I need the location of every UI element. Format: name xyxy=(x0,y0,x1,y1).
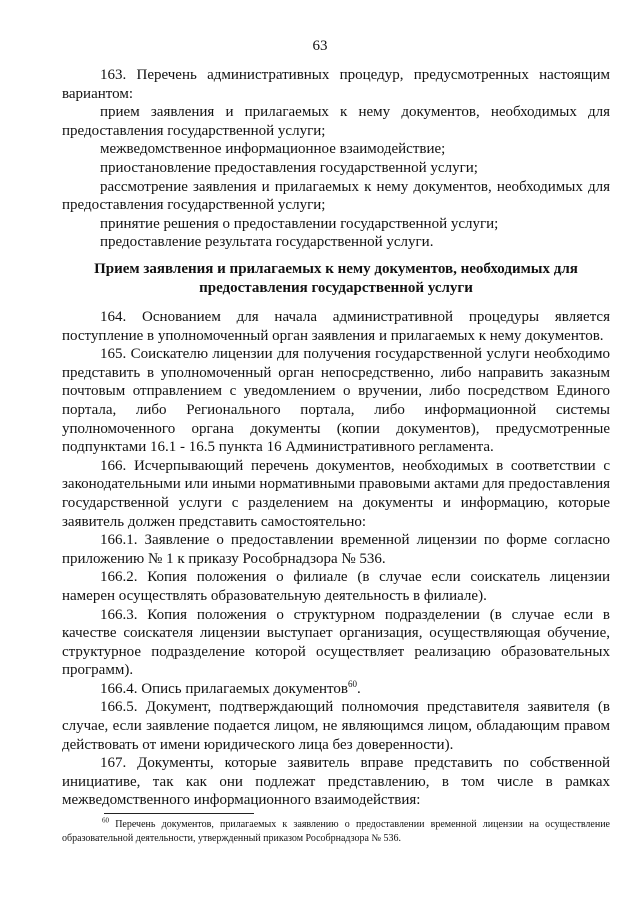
paragraph-167: 167. Документы, которые заявитель вправе представить по собственной инициативе, так как они подлежат представлению, в том числе в рамках межведомственного информационного взаимодействия: xyxy=(62,755,610,809)
list-item: прием заявления и прилагаемых к нему документов, необходимых для предоставления государственной услуги; xyxy=(62,104,610,139)
section-heading: Прием заявления и прилагаемых к нему документов, необходимых для предоставления государственной услуги xyxy=(94,261,578,296)
paragraph-166-5: 166.5. Документ, подтверждающий полномочия представителя заявителя (в случае, если заявление подается лицом, не являющимся лицом, обладающим правом действовать от имени юридического лица без доверенности). xyxy=(62,699,610,753)
paragraph-166-2: 166.2. Копия положения о филиале (в случае если соискатель лицензии намерен осуществлять образовательную деятельность в филиале). xyxy=(62,569,610,604)
paragraph-166-1: 166.1. Заявление о предоставлении временной лицензии по форме согласно приложению № 1 к приказу Рособрнадзора № 536. xyxy=(62,532,610,567)
paragraph-166-4 xyxy=(62,680,610,699)
list-item: приостановление предоставления государственной услуги; xyxy=(100,159,478,176)
paragraph-165: 165. Соискателю лицензии для получения государственной услуги необходимо представить в уполномоченный орган непосредственно, либо направить заказным почтовым отправлением с уведомлением о вручении, либо посредством Единого портала, либо Регионального портала, либо информационной системы уполномоченного органа документы (копии документов), предусмотренные подпунктами 16.1 - 16.5 пункта 16 Административного регламента. xyxy=(62,346,610,456)
list-item: принятие решения о предоставлении государственной услуги; xyxy=(100,215,499,232)
paragraph-166-4-text: 166.4. Опись прилагаемых документов xyxy=(100,680,348,697)
body-section xyxy=(62,308,610,810)
list-item: предоставление результата государственной услуги. xyxy=(100,234,434,251)
list-item: межведомственное информационное взаимодействие; xyxy=(100,141,446,158)
footnote-mark: 60 xyxy=(102,816,109,825)
footnote-text: Перечень документов, прилагаемых к заявлению о предоставлении временной лицензии на осуществление образовательной деятельности, утвержденный приказом Рособрнадзора № 536. xyxy=(62,819,610,844)
footnote-reference: 60 xyxy=(348,678,357,689)
paragraph-166-4-end: . xyxy=(357,680,361,697)
paragraph-166-3: 166.3. Копия положения о структурном подразделении (в случае если в качестве соискателя лицензии выступает организация, осуществляющая обучение, структурное подразделение которой осуществляет реализацию образовательных программ). xyxy=(62,606,610,679)
footnote xyxy=(62,818,610,846)
page-number: 63 xyxy=(312,38,328,54)
intro-section xyxy=(62,66,610,252)
footnote-divider xyxy=(104,813,254,814)
list-item: рассмотрение заявления и прилагаемых к нему документов, необходимых для предоставления государственной услуги; xyxy=(62,178,610,214)
paragraph-166: 166. Исчерпывающий перечень документов, необходимых в соответствии с законодательными или иными нормативными правовыми актами для предоставления государственной услуги с разделением на документы и информацию, которые заявитель должен представить самостоятельно: xyxy=(62,457,610,530)
paragraph-163: 163. Перечень административных процедур, предусмотренных настоящим вариантом: xyxy=(62,67,610,102)
paragraph-164: 164. Основанием для начала административной процедуры является поступление в уполномоченный орган заявления и прилагаемых к нему документов. xyxy=(62,309,610,344)
